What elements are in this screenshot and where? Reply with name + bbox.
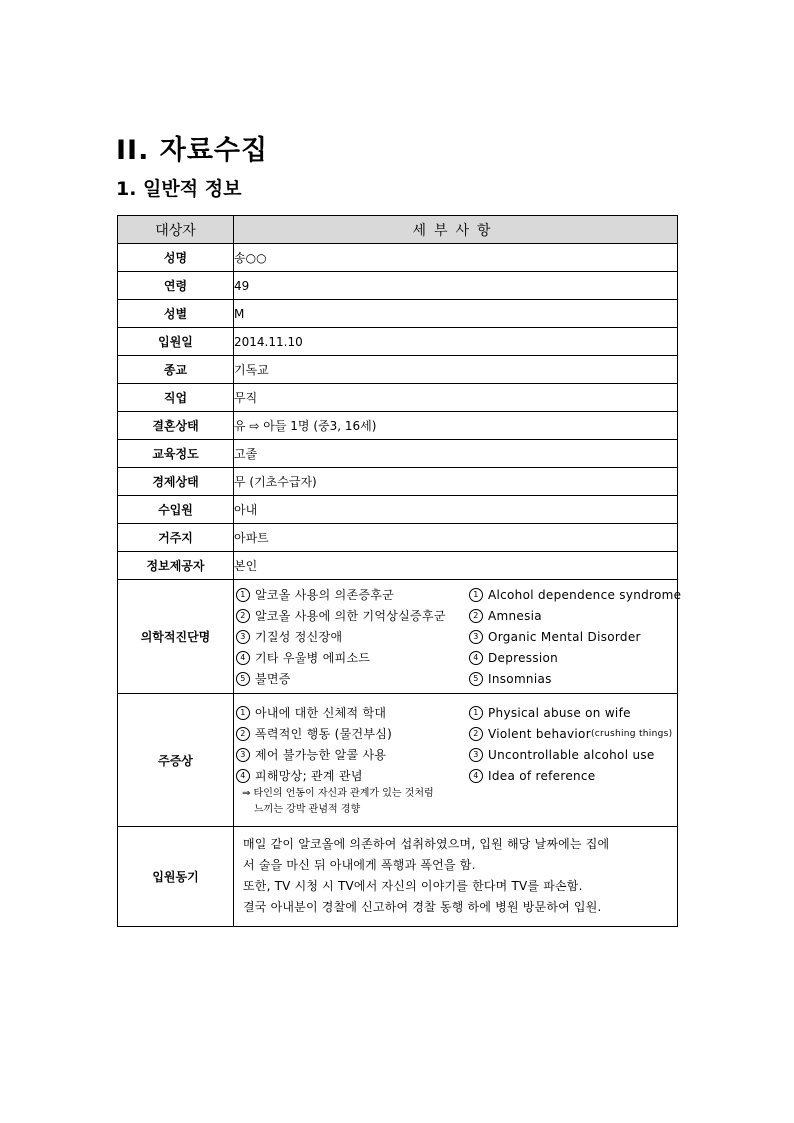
list-item: 4 피해망상; 관계 관념	[236, 765, 434, 786]
table-row	[118, 356, 678, 384]
row-label: 입원일	[118, 328, 234, 356]
circled-number-icon: 3	[236, 630, 250, 644]
circled-number-icon: 4	[236, 769, 250, 783]
motive-row	[118, 827, 678, 927]
symptoms-cell	[234, 694, 678, 827]
table-row	[118, 440, 678, 468]
header-details: 세부사항	[234, 216, 678, 244]
list-item: 5 불면증	[236, 668, 446, 689]
table-row	[118, 412, 678, 440]
row-label: 연령	[118, 272, 234, 300]
row-value: 기독교	[234, 356, 678, 384]
row-value: 무직	[234, 384, 678, 412]
symptom-detail: (crushing things)	[590, 728, 673, 739]
row-label: 성별	[118, 300, 234, 328]
page-title: II. 자료수집	[116, 135, 269, 166]
list-item: 2 Amnesia	[469, 605, 673, 626]
symptoms-korean-list	[236, 702, 434, 818]
circled-number-icon: 3	[236, 748, 250, 762]
table-row	[118, 384, 678, 412]
list-item: 2 알코올 사용에 의한 기억상실증후군	[236, 605, 446, 626]
section-title: 1. 일반적 정보	[116, 178, 242, 200]
row-value: M	[234, 300, 678, 328]
row-value: 아내	[234, 496, 678, 524]
list-item: 3 Organic Mental Disorder	[469, 626, 673, 647]
motive-cell	[234, 827, 678, 927]
motive-line: 또한, TV 시청 시 TV에서 자신의 이야기를 한다며 TV를 파손함.	[243, 879, 583, 893]
row-value: 송○○	[234, 244, 678, 272]
motive-line: 결국 아내분이 경찰에 신고하여 경찰 동행 하에 병원 방문하여 입원.	[243, 900, 602, 914]
circled-number-icon: 1	[469, 588, 483, 602]
row-label: 종교	[118, 356, 234, 384]
table-row	[118, 524, 678, 552]
row-label: 직업	[118, 384, 234, 412]
circled-number-icon: 1	[236, 588, 250, 602]
list-item: 3 기질성 정신장애	[236, 626, 446, 647]
list-item: 4 Depression	[469, 647, 673, 668]
row-label: 교육정도	[118, 440, 234, 468]
diagnosis-row	[118, 580, 678, 694]
table-row	[118, 468, 678, 496]
header-subject: 대상자	[118, 216, 234, 244]
row-label: 결혼상태	[118, 412, 234, 440]
table-row	[118, 272, 678, 300]
list-item: 1 알코올 사용의 의존증후군	[236, 584, 446, 605]
circled-number-icon: 3	[469, 630, 483, 644]
row-value: 유 ⇨ 아들 1명 (중3, 16세)	[234, 412, 678, 440]
general-info-table	[117, 215, 682, 927]
row-value: 아파트	[234, 524, 678, 552]
table-row	[118, 300, 678, 328]
symptoms-row	[118, 694, 678, 827]
list-item: 3 제어 불가능한 알콜 사용	[236, 744, 434, 765]
list-item: 4 Idea of reference	[469, 765, 673, 786]
circled-number-icon: 3	[469, 748, 483, 762]
row-label: 거주지	[118, 524, 234, 552]
row-value: 무 (기초수급자)	[234, 468, 678, 496]
list-item: 1 Physical abuse on wife	[469, 702, 673, 723]
table-row	[118, 496, 678, 524]
diagnosis-english-list	[469, 584, 682, 689]
motive-line: 서 술을 마신 뒤 아내에게 폭행과 폭언을 함.	[243, 858, 476, 872]
diagnosis-label: 의학적진단명	[118, 580, 234, 694]
row-label: 성명	[118, 244, 234, 272]
list-item: 2 폭력적인 행동 (물건부심)	[236, 723, 434, 744]
list-item: 4 기타 우울병 에피소드	[236, 647, 446, 668]
circled-number-icon: 2	[236, 609, 250, 623]
circled-number-icon: 5	[469, 672, 483, 686]
list-item: 3 Uncontrollable alcohol use	[469, 744, 673, 765]
table-row	[118, 552, 678, 580]
motive-label: 입원동기	[118, 827, 234, 927]
table-row	[118, 328, 678, 356]
circled-number-icon: 5	[236, 672, 250, 686]
symptoms-english-list	[469, 702, 673, 818]
symptom-note: ⇒ 타인의 언동이 자신과 관계가 있는 것처럼	[242, 788, 434, 799]
row-value: 고졸	[234, 440, 678, 468]
row-value: 본인	[234, 552, 678, 580]
row-value: 2014.11.10	[234, 328, 678, 356]
circled-number-icon: 4	[469, 651, 483, 665]
list-item: 2 Violent behavior (crushing things)	[469, 723, 673, 744]
diagnosis-korean-list	[236, 584, 446, 689]
circled-number-icon: 4	[469, 769, 483, 783]
list-item: 5 Insomnias	[469, 668, 673, 689]
row-value: 49	[234, 272, 678, 300]
table-header-row	[118, 216, 678, 244]
row-label: 경제상태	[118, 468, 234, 496]
table-row	[118, 244, 678, 272]
circled-number-icon: 2	[469, 727, 483, 741]
circled-number-icon: 2	[469, 609, 483, 623]
symptom-note-continued: 느끼는 강박 관념적 경향	[254, 804, 361, 815]
motive-line: 매일 같이 알코올에 의존하여 섭취하였으며, 입원 해당 날짜에는 집에	[243, 837, 610, 851]
diagnosis-cell	[234, 580, 682, 694]
circled-number-icon: 4	[236, 651, 250, 665]
circled-number-icon: 1	[236, 706, 250, 720]
row-label: 정보제공자	[118, 552, 234, 580]
symptoms-label: 주증상	[118, 694, 234, 827]
circled-number-icon: 1	[469, 706, 483, 720]
list-item: 1 Alcohol dependence syndrome	[469, 584, 673, 605]
row-label: 수입원	[118, 496, 234, 524]
circled-number-icon: 2	[236, 727, 250, 741]
list-item: 1 아내에 대한 신체적 학대	[236, 702, 434, 723]
